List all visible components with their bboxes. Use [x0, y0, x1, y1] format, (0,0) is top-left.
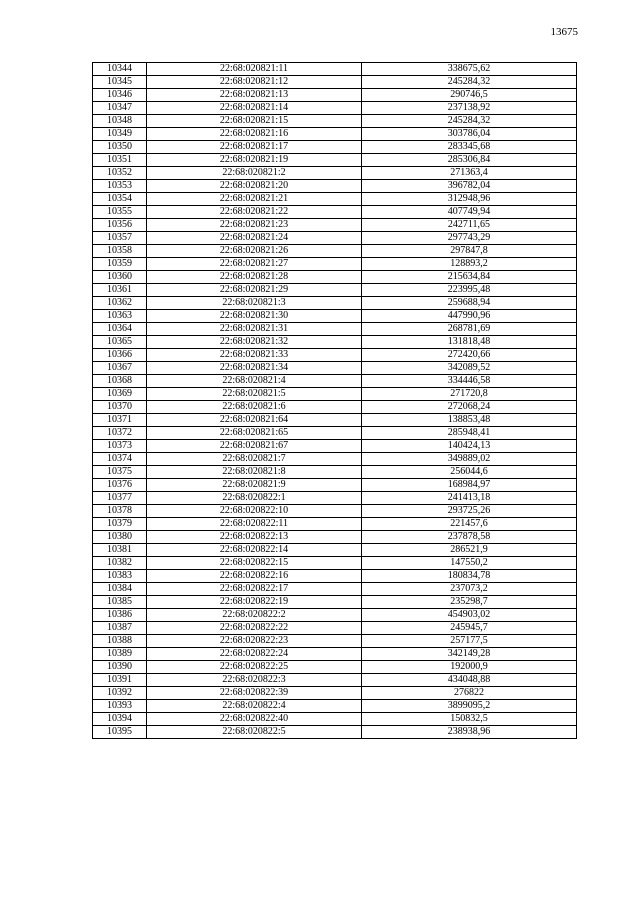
table-row: [93, 674, 577, 687]
table-row: [93, 63, 577, 76]
cadastral-value-cell: 215634,84: [362, 271, 577, 284]
table-row: [93, 596, 577, 609]
row-number-cell: 10381: [93, 544, 147, 557]
row-number-cell: 10355: [93, 206, 147, 219]
row-number-cell: 10348: [93, 115, 147, 128]
cadastral-value-cell: 434048,88: [362, 674, 577, 687]
table-row: [93, 414, 577, 427]
row-number-cell: 10344: [93, 63, 147, 76]
cadastral-value-cell: 192000,9: [362, 661, 577, 674]
cadastral-value-cell: 245284,32: [362, 115, 577, 128]
cadastral-value-cell: 259688,94: [362, 297, 577, 310]
table-row: [93, 687, 577, 700]
table-row: [93, 102, 577, 115]
cadastral-number-cell: 22:68:020821:28: [147, 271, 362, 284]
cadastral-value-cell: 342089,52: [362, 362, 577, 375]
table-row: [93, 284, 577, 297]
table-row: [93, 297, 577, 310]
cadastral-number-cell: 22:68:020822:15: [147, 557, 362, 570]
cadastral-number-cell: 22:68:020821:26: [147, 245, 362, 258]
row-number-cell: 10376: [93, 479, 147, 492]
row-number-cell: 10372: [93, 427, 147, 440]
cadastral-value-cell: 256044,6: [362, 466, 577, 479]
table-row: [93, 531, 577, 544]
cadastral-value-cell: 283345,68: [362, 141, 577, 154]
cadastral-number-cell: 22:68:020821:5: [147, 388, 362, 401]
table-row: [93, 505, 577, 518]
cadastral-value-cell: 447990,96: [362, 310, 577, 323]
table-row: [93, 141, 577, 154]
cadastral-number-cell: 22:68:020821:4: [147, 375, 362, 388]
row-number-cell: 10395: [93, 726, 147, 739]
cadastral-number-cell: 22:68:020822:5: [147, 726, 362, 739]
row-number-cell: 10390: [93, 661, 147, 674]
cadastral-number-cell: 22:68:020821:8: [147, 466, 362, 479]
cadastral-number-cell: 22:68:020821:23: [147, 219, 362, 232]
cadastral-number-cell: 22:68:020821:67: [147, 440, 362, 453]
row-number-cell: 10382: [93, 557, 147, 570]
table-row: [93, 479, 577, 492]
cadastral-number-cell: 22:68:020821:32: [147, 336, 362, 349]
cadastral-value-cell: 297847,8: [362, 245, 577, 258]
row-number-cell: 10386: [93, 609, 147, 622]
cadastral-value-cell: 272420,66: [362, 349, 577, 362]
row-number-cell: 10383: [93, 570, 147, 583]
cadastral-value-cell: 245945,7: [362, 622, 577, 635]
table-row: [93, 375, 577, 388]
cadastral-value-cell: 223995,48: [362, 284, 577, 297]
cadastral-value-cell: 140424,13: [362, 440, 577, 453]
cadastral-value-cell: 237073,2: [362, 583, 577, 596]
cadastral-number-cell: 22:68:020821:31: [147, 323, 362, 336]
row-number-cell: 10367: [93, 362, 147, 375]
cadastral-number-cell: 22:68:020821:15: [147, 115, 362, 128]
row-number-cell: 10373: [93, 440, 147, 453]
table-row: [93, 89, 577, 102]
table-row: [93, 271, 577, 284]
row-number-cell: 10385: [93, 596, 147, 609]
table-row: [93, 648, 577, 661]
row-number-cell: 10371: [93, 414, 147, 427]
cadastral-value-cell: 147550,2: [362, 557, 577, 570]
table-row: [93, 492, 577, 505]
cadastral-number-cell: 22:68:020821:24: [147, 232, 362, 245]
cadastral-number-cell: 22:68:020821:34: [147, 362, 362, 375]
cadastral-value-cell: 131818,48: [362, 336, 577, 349]
table-row: [93, 115, 577, 128]
cadastral-value-cell: 237138,92: [362, 102, 577, 115]
row-number-cell: 10353: [93, 180, 147, 193]
row-number-cell: 10366: [93, 349, 147, 362]
row-number-cell: 10365: [93, 336, 147, 349]
row-number-cell: 10356: [93, 219, 147, 232]
table-row: [93, 570, 577, 583]
table-row: [93, 258, 577, 271]
table-row: [93, 401, 577, 414]
row-number-cell: 10349: [93, 128, 147, 141]
cadastral-value-cell: 180834,78: [362, 570, 577, 583]
table-row: [93, 167, 577, 180]
cadastral-number-cell: 22:68:020821:11: [147, 63, 362, 76]
row-number-cell: 10354: [93, 193, 147, 206]
cadastral-number-cell: 22:68:020822:10: [147, 505, 362, 518]
table-row: [93, 128, 577, 141]
row-number-cell: 10360: [93, 271, 147, 284]
cadastral-value-cell: 272068,24: [362, 401, 577, 414]
cadastral-number-cell: 22:68:020821:3: [147, 297, 362, 310]
cadastral-number-cell: 22:68:020821:22: [147, 206, 362, 219]
row-number-cell: 10363: [93, 310, 147, 323]
row-number-cell: 10375: [93, 466, 147, 479]
cadastral-number-cell: 22:68:020821:33: [147, 349, 362, 362]
row-number-cell: 10391: [93, 674, 147, 687]
row-number-cell: 10369: [93, 388, 147, 401]
row-number-cell: 10370: [93, 401, 147, 414]
row-number-cell: 10387: [93, 622, 147, 635]
cadastral-number-cell: 22:68:020822:3: [147, 674, 362, 687]
cadastral-number-cell: 22:68:020822:23: [147, 635, 362, 648]
cadastral-value-cell: 454903,02: [362, 609, 577, 622]
table-row: [93, 154, 577, 167]
table-row: [93, 713, 577, 726]
cadastral-value-cell: 285948,41: [362, 427, 577, 440]
cadastral-value-cell: 303786,04: [362, 128, 577, 141]
cadastral-value-cell: 271720,8: [362, 388, 577, 401]
cadastral-value-cell: 150832,5: [362, 713, 577, 726]
cadastral-number-cell: 22:68:020822:24: [147, 648, 362, 661]
row-number-cell: 10361: [93, 284, 147, 297]
table-row: [93, 700, 577, 713]
cadastral-value-cell: 3899095,2: [362, 700, 577, 713]
table-row: [93, 583, 577, 596]
table-row: [93, 661, 577, 674]
cadastral-number-cell: 22:68:020822:39: [147, 687, 362, 700]
table-row: [93, 76, 577, 89]
cadastral-value-cell: 285306,84: [362, 154, 577, 167]
row-number-cell: 10346: [93, 89, 147, 102]
table-row: [93, 180, 577, 193]
table-row: [93, 245, 577, 258]
cadastral-number-cell: 22:68:020821:6: [147, 401, 362, 414]
cadastral-number-cell: 22:68:020821:21: [147, 193, 362, 206]
table-row: [93, 323, 577, 336]
row-number-cell: 10374: [93, 453, 147, 466]
table-row: [93, 193, 577, 206]
row-number-cell: 10389: [93, 648, 147, 661]
cadastral-number-cell: 22:68:020821:65: [147, 427, 362, 440]
cadastral-value-cell: 276822: [362, 687, 577, 700]
cadastral-value-cell: 268781,69: [362, 323, 577, 336]
row-number-cell: 10378: [93, 505, 147, 518]
cadastral-number-cell: 22:68:020822:16: [147, 570, 362, 583]
cadastral-number-cell: 22:68:020821:64: [147, 414, 362, 427]
cadastral-number-cell: 22:68:020821:2: [147, 167, 362, 180]
table-row: [93, 609, 577, 622]
table-row: [93, 557, 577, 570]
cadastral-number-cell: 22:68:020821:14: [147, 102, 362, 115]
table-row: [93, 453, 577, 466]
cadastral-number-cell: 22:68:020822:14: [147, 544, 362, 557]
cadastral-number-cell: 22:68:020821:30: [147, 310, 362, 323]
row-number-cell: 10347: [93, 102, 147, 115]
table-row: [93, 440, 577, 453]
row-number-cell: 10350: [93, 141, 147, 154]
row-number-cell: 10368: [93, 375, 147, 388]
table-row: [93, 310, 577, 323]
table-row: [93, 362, 577, 375]
cadastral-value-cell: 338675,62: [362, 63, 577, 76]
row-number-cell: 10345: [93, 76, 147, 89]
cadastral-number-cell: 22:68:020821:12: [147, 76, 362, 89]
row-number-cell: 10364: [93, 323, 147, 336]
cadastral-number-cell: 22:68:020821:19: [147, 154, 362, 167]
row-number-cell: 10379: [93, 518, 147, 531]
row-number-cell: 10388: [93, 635, 147, 648]
table-row: [93, 349, 577, 362]
cadastral-value-cell: 242711,65: [362, 219, 577, 232]
cadastral-number-cell: 22:68:020822:1: [147, 492, 362, 505]
page-number: 13675: [550, 26, 578, 38]
table-row: [93, 622, 577, 635]
table-row: [93, 206, 577, 219]
cadastral-value-cell: 221457,6: [362, 518, 577, 531]
cadastral-number-cell: 22:68:020822:19: [147, 596, 362, 609]
cadastral-number-cell: 22:68:020821:20: [147, 180, 362, 193]
row-number-cell: 10359: [93, 258, 147, 271]
cadastral-value-cell: 342149,28: [362, 648, 577, 661]
cadastral-value-cell: 312948,96: [362, 193, 577, 206]
table-row: [93, 466, 577, 479]
table-row: [93, 635, 577, 648]
cadastral-number-cell: 22:68:020822:11: [147, 518, 362, 531]
row-number-cell: 10394: [93, 713, 147, 726]
cadastral-value-cell: 128893,2: [362, 258, 577, 271]
cadastral-value-cell: 271363,4: [362, 167, 577, 180]
row-number-cell: 10362: [93, 297, 147, 310]
cadastral-value-cell: 237878,58: [362, 531, 577, 544]
cadastral-value-cell: 257177,5: [362, 635, 577, 648]
cadastral-number-cell: 22:68:020822:2: [147, 609, 362, 622]
cadastral-value-cell: 286521,9: [362, 544, 577, 557]
cadastral-number-cell: 22:68:020821:29: [147, 284, 362, 297]
cadastral-value-cell: 238938,96: [362, 726, 577, 739]
table-row: [93, 336, 577, 349]
cadastral-value-cell: 407749,94: [362, 206, 577, 219]
table-row: [93, 427, 577, 440]
cadastral-value-cell: 349889,02: [362, 453, 577, 466]
cadastral-number-cell: 22:68:020821:27: [147, 258, 362, 271]
table-body: [93, 63, 577, 739]
table-row: [93, 219, 577, 232]
cadastral-number-cell: 22:68:020822:17: [147, 583, 362, 596]
cadastral-number-cell: 22:68:020821:9: [147, 479, 362, 492]
table-row: [93, 232, 577, 245]
cadastral-number-cell: 22:68:020822:25: [147, 661, 362, 674]
cadastral-value-cell: 138853,48: [362, 414, 577, 427]
cadastral-number-cell: 22:68:020822:4: [147, 700, 362, 713]
cadastral-value-cell: 235298,7: [362, 596, 577, 609]
row-number-cell: 10377: [93, 492, 147, 505]
cadastral-number-cell: 22:68:020822:40: [147, 713, 362, 726]
row-number-cell: 10384: [93, 583, 147, 596]
cadastral-number-cell: 22:68:020821:17: [147, 141, 362, 154]
row-number-cell: 10380: [93, 531, 147, 544]
cadastral-number-cell: 22:68:020821:13: [147, 89, 362, 102]
row-number-cell: 10357: [93, 232, 147, 245]
cadastral-number-cell: 22:68:020821:16: [147, 128, 362, 141]
row-number-cell: 10352: [93, 167, 147, 180]
cadastral-value-cell: 297743,29: [362, 232, 577, 245]
row-number-cell: 10351: [93, 154, 147, 167]
cadastral-value-table: [92, 62, 577, 739]
cadastral-number-cell: 22:68:020822:22: [147, 622, 362, 635]
cadastral-number-cell: 22:68:020822:13: [147, 531, 362, 544]
table-row: [93, 518, 577, 531]
cadastral-value-cell: 293725,26: [362, 505, 577, 518]
table-row: [93, 726, 577, 739]
cadastral-value-cell: 168984,97: [362, 479, 577, 492]
table-row: [93, 388, 577, 401]
cadastral-number-cell: 22:68:020821:7: [147, 453, 362, 466]
cadastral-value-cell: 396782,04: [362, 180, 577, 193]
table-row: [93, 544, 577, 557]
cadastral-value-cell: 241413,18: [362, 492, 577, 505]
cadastral-value-cell: 245284,32: [362, 76, 577, 89]
cadastral-value-cell: 290746,5: [362, 89, 577, 102]
cadastral-value-cell: 334446,58: [362, 375, 577, 388]
row-number-cell: 10392: [93, 687, 147, 700]
row-number-cell: 10358: [93, 245, 147, 258]
row-number-cell: 10393: [93, 700, 147, 713]
